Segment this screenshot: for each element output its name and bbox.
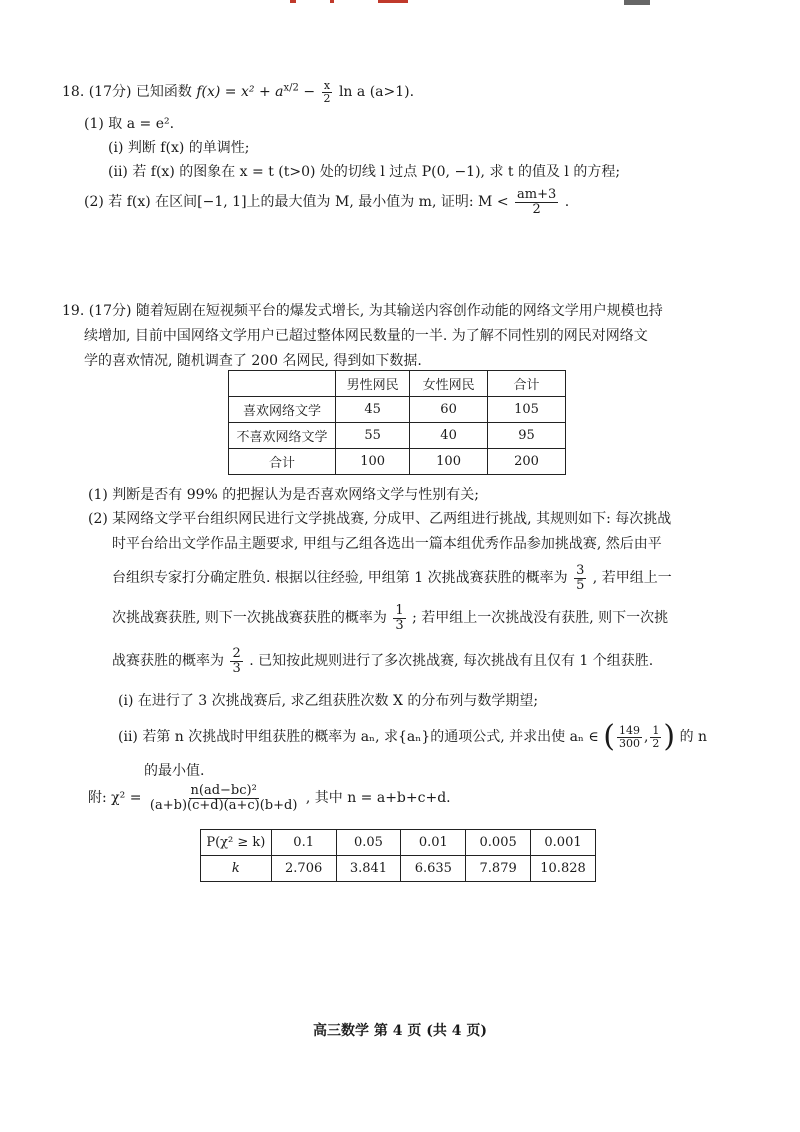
table-row: 合计 100 100 200	[229, 449, 566, 475]
q19-part2-ii-cont: 的最小值.	[144, 763, 205, 779]
q18-stem-fraction: $\frac{x}{2}$	[323, 79, 331, 105]
prob-fraction-3-5: $\frac{3}{5}$	[576, 563, 585, 593]
table-row: 喜欢网络文学 45 60 105	[229, 397, 566, 423]
top-scan-mark	[290, 0, 440, 4]
q18-stem: 18. (17分) 已知函数 $f(x) = x^2 + a^{x/2}$ − $\frac{x}{2}$ ln a (a>1).	[62, 79, 415, 105]
q18-part2: (2) 若 f(x) 在区间[−1, 1]上的最大值为 M, 最小值为 m, 证明: M < $\frac{am+3}{2}$ .	[84, 187, 570, 217]
q19-part2-line1: (2) 某网络文学平台组织网民进行文学挑战赛, 分成甲、乙两组进行挑战, 其规则如下: 每次挑战	[88, 511, 672, 527]
q19-part1: (1) 判断是否有 99% 的把握认为是否喜欢网络文学与性别有关;	[88, 487, 480, 503]
q19-part2-line3: 台组织专家打分确定胜负. 根据以往经验, 甲组第 1 次挑战赛获胜的概率为 $\frac{3}{5}$ , 若甲组上一	[112, 563, 672, 593]
q19-intro-line2: 续增加, 目前中国网络文学用户已超过整体网民数量的一半. 为了解不同性别的网民对网络文	[84, 328, 648, 344]
prob-fraction-2-3: $\frac{2}{3}$	[232, 646, 241, 676]
top-right-scan-mark	[624, 0, 650, 5]
page-footer: 高三数学 第 4 页 (共 4 页)	[313, 1023, 487, 1039]
q19-part2-line2: 时平台给出文学作品主题要求, 甲组与乙组各选出一篇本组优秀作品参加挑战赛, 然后由平	[112, 536, 662, 552]
interval-fraction-1-2: $\frac{1}{2}$	[652, 723, 660, 750]
critical-value-table	[200, 829, 596, 882]
q19-intro-line3: 学的喜欢情况, 随机调查了 200 名网民, 得到如下数据.	[84, 353, 422, 369]
q18-part1-i: (i) 判断 f(x) 的单调性;	[108, 140, 250, 156]
survey-table	[228, 370, 566, 475]
close-paren: )	[663, 719, 676, 754]
q19-intro-line1: 19. (17分) 随着短剧在短视频平台的爆发式增长, 为其输送内容创作动能的网络文学用户规模也持	[62, 303, 663, 319]
survey-table-header: 男性网民 女性网民 合计	[229, 371, 566, 397]
open-paren: (	[603, 719, 615, 754]
chi-square-fraction: $\frac{\text{n(ad−bc)²}}{(a+b)(c+d)(a+c)(b+d)}$	[149, 783, 298, 813]
q19-part2-line5: 战赛获胜的概率为 $\frac{2}{3}$ . 已知按此规则进行了多次挑战赛, 每次挑战有且仅有 1 个组获胜.	[112, 646, 654, 676]
prob-fraction-1-3: $\frac{1}{3}$	[395, 603, 404, 633]
table-row: 不喜欢网络文学 55 40 95	[229, 423, 566, 449]
q18-part2-fraction: $\frac{am+3}{2}$	[517, 187, 557, 217]
table-row: P(χ² ≥ k) 0.1 0.05 0.01 0.005 0.001	[201, 830, 596, 856]
q19-part2-ii: (ii) 若第 n 次挑战时甲组获胜的概率为 aₙ, 求{aₙ}的通项公式, 并求出使 aₙ ∈ ( $\frac{149}{300}$ , $\frac{1}{2}$ ) 的 n	[118, 719, 708, 754]
table-row: k 2.706 3.841 6.635 7.879 10.828	[201, 856, 596, 882]
q18-part1: (1) 取 a = e².	[84, 116, 175, 132]
q19-part2-i: (i) 在进行了 3 次挑战赛后, 求乙组获胜次数 X 的分布列与数学期望;	[118, 693, 539, 709]
interval-fraction-149-300: $\frac{149}{300}$	[618, 723, 640, 750]
q19-part2-line4: 次挑战赛获胜, 则下一次挑战赛获胜的概率为 $\frac{1}{3}$ ; 若甲组上一次挑战没有获胜, 则下一次挑	[112, 603, 669, 633]
appendix-formula: 附: χ² = $\frac{\text{n(ad−bc)²}}{(a+b)(c+d)(a+c)(b+d)}$ , 其中 n = a+b+c+d.	[88, 783, 451, 813]
q18-part1-ii: (ii) 若 f(x) 的图象在 x = t (t>0) 处的切线 l 过点 P(0, −1), 求 t 的值及 l 的方程;	[108, 164, 621, 180]
